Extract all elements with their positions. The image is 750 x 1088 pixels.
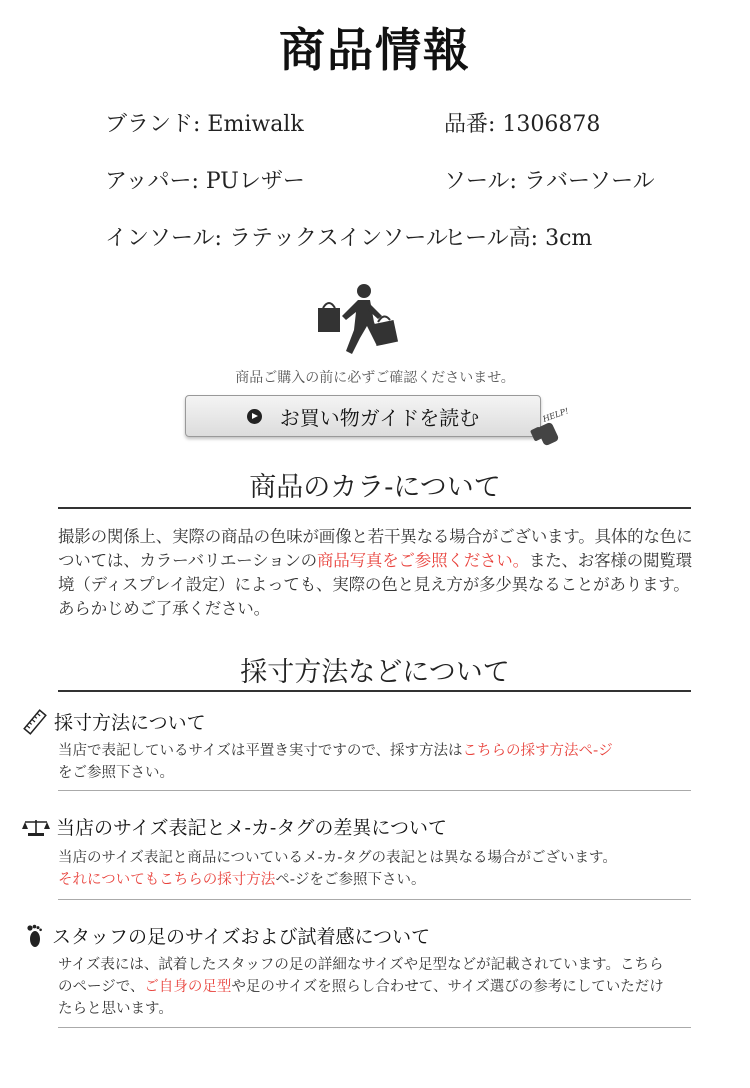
measure-method-link[interactable]: こちらの採す方法ペ-ジ xyxy=(462,743,613,759)
size-tag-difference-link[interactable]: それについてもこちらの採寸方法 xyxy=(58,872,276,888)
measure-method-heading: 採寸方法について xyxy=(22,708,206,735)
page-title: 商品情報 xyxy=(279,23,471,77)
spec-item-number: 品番: 1306878 xyxy=(444,112,601,137)
spec-insole: インソール: ラテックスインソール xyxy=(105,226,448,251)
measure-section-title: 採寸方法などについて xyxy=(240,657,510,688)
scale-icon xyxy=(22,817,50,837)
shopper-walking-icon xyxy=(312,282,408,358)
size-tag-difference-heading: 当店のサイズ表記とメ-カ-タグの差異について xyxy=(22,813,447,840)
spec-sole: ソール: ラバーソール xyxy=(444,169,655,194)
shopping-guide-label: お買い物ガイドを読む xyxy=(279,405,480,430)
staff-foot-size-heading: スタッフの足のサイズおよび試着感について xyxy=(22,922,430,949)
product-photo-link[interactable]: 商品写真をご参照ください。 xyxy=(317,551,529,570)
size-tag-difference-text: 当店のサイズ表記と商品についているメ-カ-タグの表記とは異なる場合がございます。 それについてもこちらの採寸方法ペ-ジをご参照下さい。 xyxy=(58,850,617,888)
color-section-divider xyxy=(58,507,691,509)
spec-upper: アッパー: PUレザー xyxy=(105,169,305,194)
spec-heel-height: ヒール高: 3cm xyxy=(444,226,593,251)
measure-section-divider xyxy=(58,690,691,692)
spec-brand: ブランド: Emiwalk xyxy=(105,112,304,137)
footprint-icon xyxy=(22,923,46,949)
color-section-text: 撮影の関係上、実際の商品の色味が画像と若干異なる場合がございます。具体的な色については、カラーバリエーションの商品写真をご参照ください。また、お客様の閲覧環境（ディスプレイ設定）によっても、実際の色と見え方が多少異なることがあります。あらかじめご了承ください。 xyxy=(58,527,693,618)
play-icon xyxy=(247,409,262,424)
item-divider xyxy=(58,790,691,791)
item-divider xyxy=(58,1027,691,1028)
shopping-guide-button[interactable] xyxy=(185,395,541,437)
help-tag-text: HELP! xyxy=(541,406,570,424)
staff-foot-size-text: サイズ表には、試着したスタッフの足の詳細なサイズや足型などが記載されています。こちらのページで、ご自身の足型や足のサイズを照らし合わせて、サイズ選びの参考にしていただけたらと思います。 xyxy=(58,957,664,1017)
help-hand-icon xyxy=(528,394,574,450)
own-foot-shape-link[interactable]: ご自身の足型 xyxy=(144,979,232,995)
purchase-notice: 商品ご購入の前に必ずご確認くださいませ。 xyxy=(235,370,515,386)
item-divider xyxy=(58,899,691,900)
measure-method-text: 当店で表記しているサイズは平置き実寸ですので、採す方法はこちらの採す方法ペ-ジ をご参照下さい。 xyxy=(58,743,613,781)
ruler-icon xyxy=(22,709,48,735)
color-section-title: 商品のカラ-について xyxy=(249,472,501,503)
